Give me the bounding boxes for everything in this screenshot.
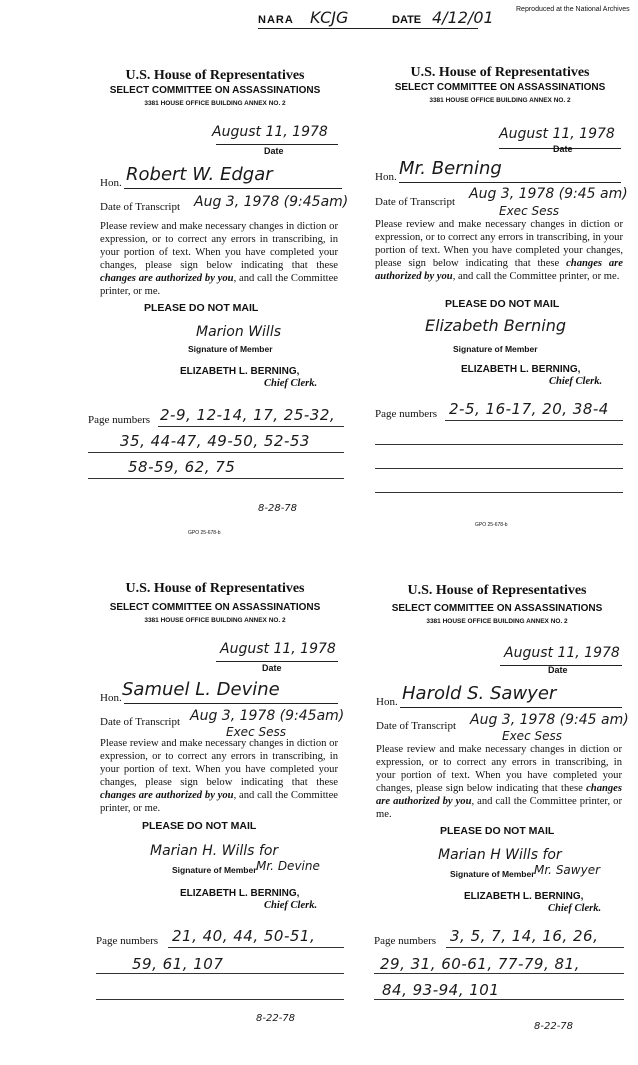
date-caption: Date: [548, 665, 568, 675]
clerk-name: ELIZABETH L. BERNING,: [180, 366, 300, 377]
office-address: 3381 HOUSE OFFICE BUILDING ANNEX NO. 2: [144, 617, 286, 624]
clerk-title: Chief Clerk.: [548, 903, 602, 914]
office-address: 3381 HOUSE OFFICE BUILDING ANNEX NO. 2: [144, 100, 286, 107]
date-caption: Date: [262, 663, 282, 673]
page-line-3: [96, 999, 344, 1000]
gpo-mark: GPO 25-678-b: [188, 530, 221, 536]
hon-label: Hon.: [376, 696, 398, 708]
transcript-label: Date of Transcript: [100, 716, 181, 728]
page-line-1: [445, 420, 623, 421]
member-name: Robert W. Edgar: [126, 164, 273, 185]
clerk-title: Chief Clerk.: [264, 900, 318, 911]
transcript-date: Aug 3, 1978 (9:45am): [190, 708, 345, 724]
date-caption: Date: [264, 146, 284, 156]
instructions-paragraph: Please review and make necessary changes in diction or expression, or to correct any errors in transcribing, in your portion of text. When you have completed your changes, please sign below indicating that these changes are authorized by you, and call the Committee printer, or me.: [375, 219, 623, 282]
signature-caption: Signature of Member: [188, 344, 273, 354]
signature-for: Mr. Sawyer: [534, 863, 601, 877]
letter-date: August 11, 1978: [499, 126, 615, 142]
page-line-3: [374, 999, 624, 1000]
member-name: Harold S. Sawyer: [402, 683, 557, 704]
hon-line: [124, 188, 342, 189]
slip-berning: [365, 60, 635, 550]
received-stamp: 8-22-78: [256, 1013, 296, 1024]
page-line-3: [375, 468, 623, 469]
page-numbers-label: Page numbers: [374, 935, 437, 947]
clerk-name: ELIZABETH L. BERNING,: [180, 888, 300, 899]
nara-value: KCJG: [310, 8, 349, 27]
reproduced-note: Reproduced at the National Archives: [516, 6, 630, 13]
page-numbers-label: Page numbers: [88, 414, 151, 426]
page-numbers-1: 3, 5, 7, 14, 16, 26,: [450, 927, 599, 945]
nara-label: NARA: [258, 14, 294, 26]
page-line-4: [375, 492, 623, 493]
hon-label: Hon.: [100, 177, 122, 189]
member-signature: Marion Wills: [196, 324, 281, 340]
session-note: Exec Sess: [502, 729, 562, 743]
please-do-not-mail: PLEASE DO NOT MAIL: [445, 298, 560, 310]
page-line-1: [168, 947, 344, 948]
clerk-name: ELIZABETH L. BERNING,: [464, 891, 584, 902]
page-numbers-2: 59, 61, 107: [132, 955, 224, 973]
committee-heading: SELECT COMMITTEE ON ASSASSINATIONS: [394, 82, 606, 93]
hon-label: Hon.: [100, 692, 122, 704]
page-numbers-1: 2-5, 16-17, 20, 38-4: [449, 400, 609, 418]
page-line-2: [96, 973, 344, 974]
committee-heading: SELECT COMMITTEE ON ASSASSINATIONS: [109, 602, 321, 613]
page-line-3: [88, 478, 344, 479]
session-note: Exec Sess: [226, 725, 286, 739]
member-name: Mr. Berning: [399, 158, 502, 179]
page-line-2: [374, 973, 624, 974]
member-signature: Marian H Wills for: [438, 847, 562, 863]
page-numbers-2: 29, 31, 60-61, 77-79, 81,: [380, 955, 580, 973]
house-heading: U.S. House of Representatives: [125, 68, 305, 83]
session-note: Exec Sess: [499, 204, 559, 218]
header-underline: [258, 28, 478, 29]
signature-for: Mr. Devine: [256, 859, 320, 873]
date-caption: Date: [553, 144, 573, 154]
clerk-title: Chief Clerk.: [549, 376, 603, 387]
signature-caption: Signature of Member: [453, 344, 538, 354]
house-heading: U.S. House of Representatives: [407, 583, 587, 598]
page-numbers-2: 35, 44-47, 49-50, 52-53: [120, 432, 310, 450]
page-line-2: [375, 444, 623, 445]
slip-edgar: [80, 60, 350, 550]
page-numbers-label: Page numbers: [96, 935, 159, 947]
letter-date: August 11, 1978: [220, 641, 336, 657]
clerk-title: Chief Clerk.: [264, 378, 318, 389]
received-stamp: 8-22-78: [534, 1021, 574, 1032]
transcript-date: Aug 3, 1978 (9:45 am): [469, 186, 628, 202]
committee-heading: SELECT COMMITTEE ON ASSASSINATIONS: [109, 85, 321, 96]
page-line-2: [88, 452, 344, 453]
hon-line: [399, 182, 621, 183]
please-do-not-mail: PLEASE DO NOT MAIL: [144, 302, 259, 314]
signature-caption: Signature of Member: [450, 869, 535, 879]
house-heading: U.S. House of Representatives: [125, 581, 305, 596]
transcript-date: Aug 3, 1978 (9:45 am): [470, 712, 629, 728]
page-numbers-1: 21, 40, 44, 50-51,: [172, 927, 316, 945]
please-do-not-mail: PLEASE DO NOT MAIL: [440, 825, 555, 837]
page-numbers-3: 84, 93-94, 101: [382, 981, 500, 999]
letter-date: August 11, 1978: [504, 645, 620, 661]
page-line-1: [158, 426, 344, 427]
transcript-label: Date of Transcript: [375, 196, 456, 208]
page-numbers-3: 58-59, 62, 75: [128, 458, 236, 476]
page-numbers-1: 2-9, 12-14, 17, 25-32,: [160, 406, 336, 424]
letter-date: August 11, 1978: [212, 124, 328, 140]
hon-label: Hon.: [375, 171, 397, 183]
hon-line: [400, 707, 622, 708]
transcript-label: Date of Transcript: [100, 201, 181, 213]
instructions-paragraph: Please review and make necessary changes in diction or expression, or to correct any errors in transcribing, in your portion of text. When you have completed your changes, please sign below indicating that these changes are authorized by you, and call the Committee printer, or me.: [100, 221, 338, 297]
instructions-paragraph: Please review and make necessary changes in diction or expression, or to correct any errors in transcribing, in your portion of text. When you have completed your changes, please sign below indicating that these changes are authorized by you, and call the Committee printer, or me.: [100, 738, 338, 814]
office-address: 3381 HOUSE OFFICE BUILDING ANNEX NO. 2: [429, 97, 571, 104]
gpo-mark: GPO 25-678-b: [475, 522, 508, 528]
date-label: DATE: [392, 14, 422, 26]
received-stamp: 8-28-78: [258, 503, 298, 514]
clerk-name: ELIZABETH L. BERNING,: [461, 364, 581, 375]
archive-header: [0, 0, 638, 30]
member-signature: Elizabeth Berning: [425, 316, 566, 335]
slip-sawyer: [362, 575, 632, 1065]
instructions-paragraph: Please review and make necessary changes in diction or expression, or to correct any errors in transcribing, in your portion of text. When you have completed your changes, please sign below indicating that these changes are authorized by you, and call the Committee printer, or me.: [376, 744, 622, 820]
signature-caption: Signature of Member: [172, 865, 257, 875]
page-numbers-label: Page numbers: [375, 408, 438, 420]
transcript-label: Date of Transcript: [376, 720, 457, 732]
house-heading: U.S. House of Representatives: [410, 65, 590, 80]
member-name: Samuel L. Devine: [122, 679, 280, 700]
please-do-not-mail: PLEASE DO NOT MAIL: [142, 820, 257, 832]
hon-line: [124, 703, 338, 704]
transcript-date: Aug 3, 1978 (9:45am): [194, 194, 349, 210]
office-address: 3381 HOUSE OFFICE BUILDING ANNEX NO. 2: [426, 618, 568, 625]
page-line-1: [446, 947, 624, 948]
member-signature: Marian H. Wills for: [150, 843, 279, 859]
date-value: 4/12/01: [432, 8, 494, 27]
slip-devine: [80, 575, 350, 1065]
committee-heading: SELECT COMMITTEE ON ASSASSINATIONS: [391, 603, 603, 614]
